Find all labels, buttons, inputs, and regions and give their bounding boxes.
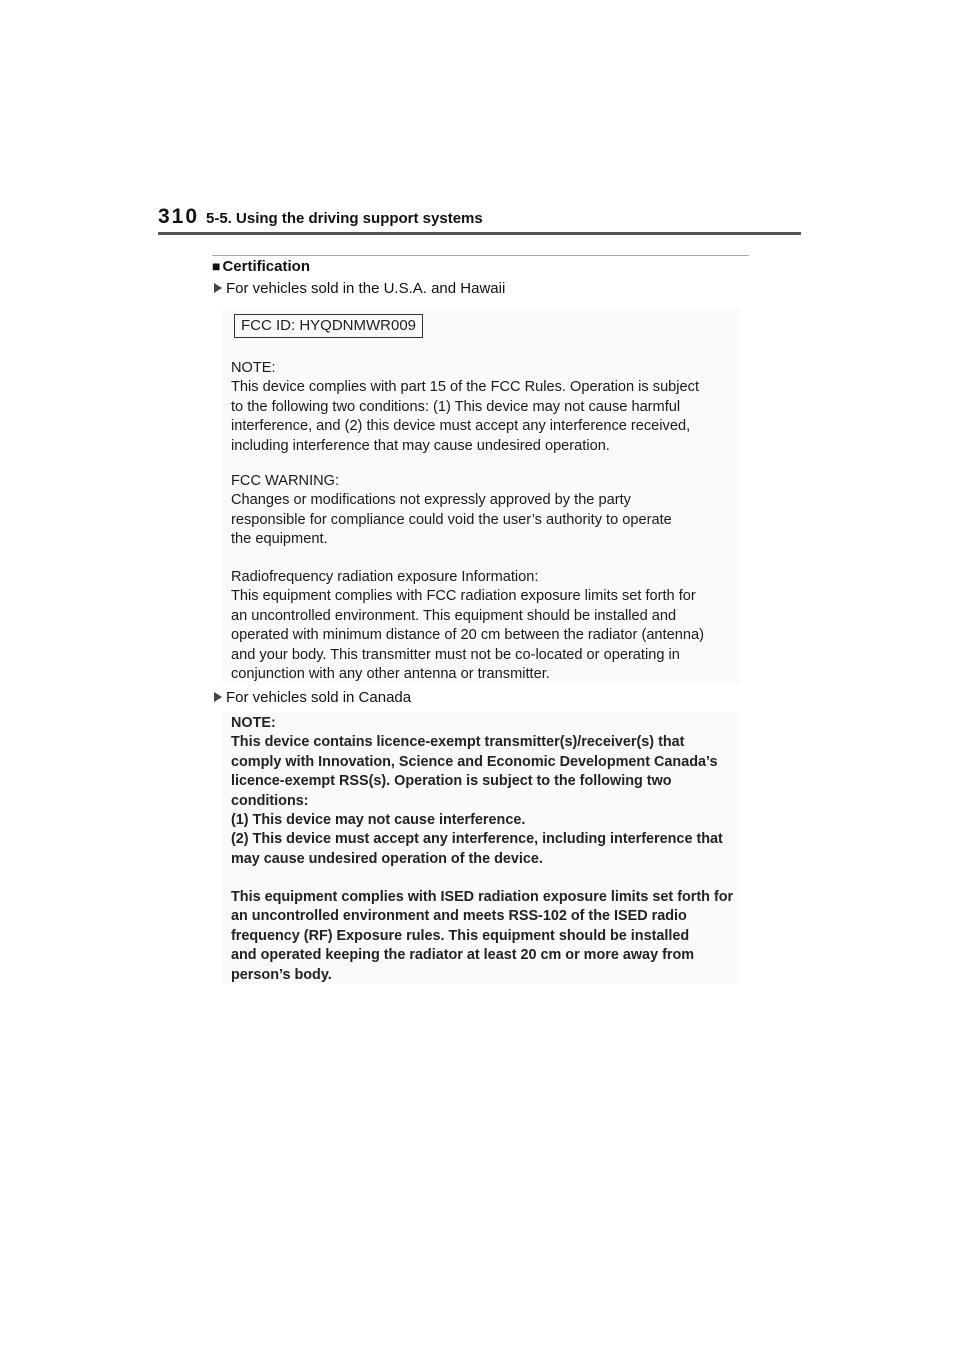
fcc-label-image <box>222 308 740 684</box>
text-line: This device complies with part 15 of the FCC Rules. Operation is subject <box>231 379 700 396</box>
text-line: This equipment complies with FCC radiation exposure limits set forth for <box>231 588 696 605</box>
text-line: FCC WARNING: <box>231 473 340 489</box>
canada-label-image <box>222 712 740 984</box>
text-line: Changes or modifications not expressly approved by the party <box>231 492 631 509</box>
text-line: conjunction with any other antenna or transmitter. <box>231 665 550 682</box>
fcc-note-block <box>231 359 699 456</box>
text-line: NOTE: <box>231 715 276 731</box>
text-line: an uncontrolled environment and meets RSS-102 of the ISED radio <box>231 908 687 925</box>
square-bullet-icon: ■ <box>212 258 221 274</box>
text-line: to the following two conditions: (1) This device may not cause harmful <box>231 398 681 415</box>
text-line: including interference that may cause undesired operation. <box>231 437 610 454</box>
text-line: (2) This device must accept any interference, including interference that <box>231 831 723 848</box>
text-line: and your body. This transmitter must not be co-located or operating in <box>231 646 680 663</box>
ised-exposure-block <box>231 888 733 985</box>
text-line: conditions: <box>231 792 309 809</box>
text-line: This device contains licence-exempt transmitter(s)/receiver(s) that <box>231 734 685 751</box>
text-line: may cause undesired operation of the device. <box>231 850 543 867</box>
text-line: This equipment complies with ISED radiation exposure limits set forth for <box>231 889 734 905</box>
text-line: the equipment. <box>231 531 328 548</box>
section-title: 5-5. Using the driving support systems <box>206 210 483 227</box>
header-rule <box>158 232 801 235</box>
fcc-id-box: FCC ID: HYQDNMWR009 <box>234 314 423 338</box>
bullet-canada-text: For vehicles sold in Canada <box>226 689 412 706</box>
certification-heading-text: Certification <box>222 258 310 275</box>
triangle-bullet-icon <box>214 283 222 293</box>
bullet-canada <box>214 689 411 706</box>
text-line: frequency (RF) Exposure rules. This equipment should be installed <box>231 927 690 944</box>
rf-exposure-block <box>231 568 704 684</box>
text-line: interference, and (2) this device must accept any interference received, <box>231 418 691 435</box>
text-line: and operated keeping the radiator at least 20 cm or more away from <box>231 947 695 964</box>
text-line: licence-exempt RSS(s). Operation is subject to the following two <box>231 773 672 790</box>
triangle-bullet-icon <box>214 692 222 702</box>
text-line: person’s body. <box>231 966 332 983</box>
bullet-usa-text: For vehicles sold in the U.S.A. and Hawaii <box>226 280 506 297</box>
certification-heading <box>212 258 310 275</box>
text-line: Radiofrequency radiation exposure Information: <box>231 569 539 585</box>
text-line: operated with minimum distance of 20 cm between the radiator (antenna) <box>231 627 704 644</box>
page-number: 310 <box>158 205 200 228</box>
text-line: NOTE: <box>231 360 276 376</box>
text-line: an uncontrolled environment. This equipment should be installed and <box>231 607 677 624</box>
text-line: (1) This device may not cause interference. <box>231 811 526 828</box>
text-line: comply with Innovation, Science and Economic Development Canada’s <box>231 753 718 770</box>
text-line: responsible for compliance could void the user’s authority to operate <box>231 511 672 528</box>
canada-note-block <box>231 714 723 869</box>
fcc-warning-block <box>231 472 672 550</box>
section-divider <box>212 255 749 256</box>
bullet-usa <box>214 280 505 297</box>
